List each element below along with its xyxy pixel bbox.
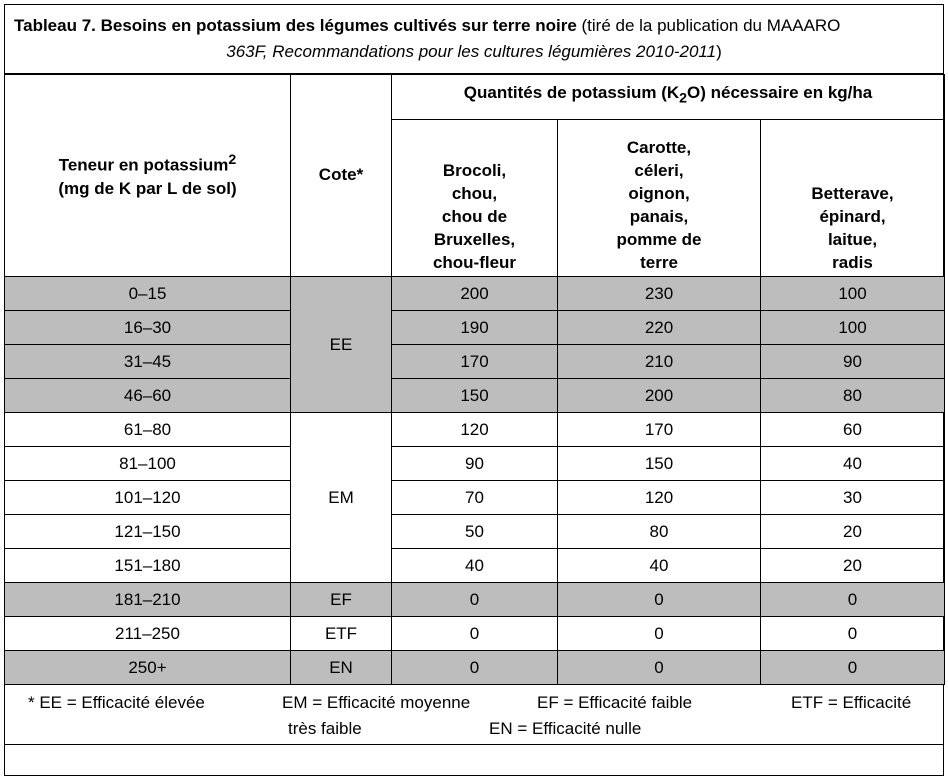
caption-source-prefix: (tiré de la publication du MAAARO [576,16,841,35]
header-crop-roots [558,120,761,277]
value-cell: 0 [558,651,761,685]
crop3-line: radis [832,253,873,272]
value-cell: 170 [558,413,761,447]
legend-etf: ETF = Efficacité [791,693,912,712]
legend-ef: EF = Efficacité faible [537,693,693,712]
value-cell: 0 [761,617,945,651]
value-cell: 100 [761,277,945,311]
value-cell: 0 [558,583,761,617]
table-row [5,481,945,515]
value-cell: 70 [392,481,558,515]
legend-ee: * EE = Efficacité élevée [28,693,205,712]
range-cell: 16–30 [5,311,291,345]
value-cell: 0 [392,583,558,617]
range-cell: 31–45 [5,345,291,379]
value-cell: 80 [761,379,945,413]
table-row [5,515,945,549]
value-cell: 20 [761,549,945,583]
table-row [5,617,945,651]
crop3-line: Betterave, [811,184,894,203]
value-cell: 0 [392,651,558,685]
value-cell: 200 [392,277,558,311]
crop2-line: Carotte, [626,138,692,157]
caption-line-1 [14,13,934,39]
legend-etf-continued: très faible [288,719,362,738]
value-cell: 0 [761,651,945,685]
value-cell: 40 [392,549,558,583]
header-crop-leafy [761,120,945,277]
range-cell: 250+ [5,651,291,685]
crop2-line: pomme de [616,230,702,249]
crop2-line: céleri, [634,161,684,180]
value-cell: 0 [761,583,945,617]
crop1-line: Bruxelles, [433,230,516,249]
empty-bottom-row [4,744,944,776]
value-cell: 90 [761,345,945,379]
table-caption [4,4,944,74]
table-row [5,549,945,583]
header-rating: Cote* [291,75,392,277]
table-row [5,379,945,413]
header-group-suffix: O) nécessaire en kg/ha [687,83,873,103]
value-cell: 220 [558,311,761,345]
rating-cell: EN [291,651,392,685]
value-cell: 150 [558,447,761,481]
rating-cell: ETF [291,617,392,651]
range-cell: 151–180 [5,549,291,583]
value-cell: 50 [392,515,558,549]
caption-source-suffix: ) [716,42,722,61]
range-cell: 46–60 [5,379,291,413]
range-cell: 211–250 [5,617,291,651]
crop3-line: épinard, [819,207,886,226]
table-row [5,277,945,311]
crop2-line: oignon, [628,184,690,203]
header-col1-text: Teneur en potassium [58,155,229,175]
range-cell: 121–150 [5,515,291,549]
crop3-line: laitue, [827,230,878,249]
value-cell: 170 [392,345,558,379]
value-cell: 30 [761,481,945,515]
crop1-line: chou de [441,207,508,226]
table-row [5,413,945,447]
header-potassium-quantity [392,75,945,120]
header-potassium-content [5,75,291,277]
range-cell: 181–210 [5,583,291,617]
value-cell: 0 [392,617,558,651]
legend-en: EN = Efficacité nulle [489,719,642,738]
value-cell: 100 [761,311,945,345]
caption-source-title: 363F, Recommandations pour les cultures légumières 2010-2011 [226,42,717,61]
crop2-line: terre [640,253,678,272]
header-group-sub: 2 [679,90,688,107]
table-row [5,651,945,685]
value-cell: 200 [558,379,761,413]
legend-footnote [4,689,944,745]
header-group-prefix: Quantités de potassium (K [463,83,680,103]
rating-cell: EF [291,583,392,617]
rating-cell: EM [291,413,392,583]
potassium-table [4,74,945,685]
crop1-line: Brocoli, [442,161,507,180]
value-cell: 40 [558,549,761,583]
value-cell: 150 [392,379,558,413]
value-cell: 120 [392,413,558,447]
value-cell: 40 [761,447,945,481]
value-cell: 90 [392,447,558,481]
value-cell: 230 [558,277,761,311]
value-cell: 20 [761,515,945,549]
value-cell: 190 [392,311,558,345]
rating-cell: EE [291,277,392,413]
value-cell: 0 [558,617,761,651]
header-crop-brassica [392,120,558,277]
crop2-line: panais, [629,207,689,226]
legend-em: EM = Efficacité moyenne [282,693,471,712]
header-col1-sup: 2 [228,152,237,169]
table-row [5,345,945,379]
value-cell: 80 [558,515,761,549]
header-col1-unit: (mg de K par L de sol) [58,178,237,198]
value-cell: 120 [558,481,761,515]
value-cell: 210 [558,345,761,379]
caption-title: Tableau 7. Besoins en potassium des légumes cultivés sur terre noire [14,16,577,35]
table-row [5,447,945,481]
range-cell: 0–15 [5,277,291,311]
table-row [5,311,945,345]
crop1-line: chou-fleur [432,253,517,272]
range-cell: 101–120 [5,481,291,515]
value-cell: 60 [761,413,945,447]
crop1-line: chou, [451,184,498,203]
range-cell: 61–80 [5,413,291,447]
range-cell: 81–100 [5,447,291,481]
table-row [5,583,945,617]
